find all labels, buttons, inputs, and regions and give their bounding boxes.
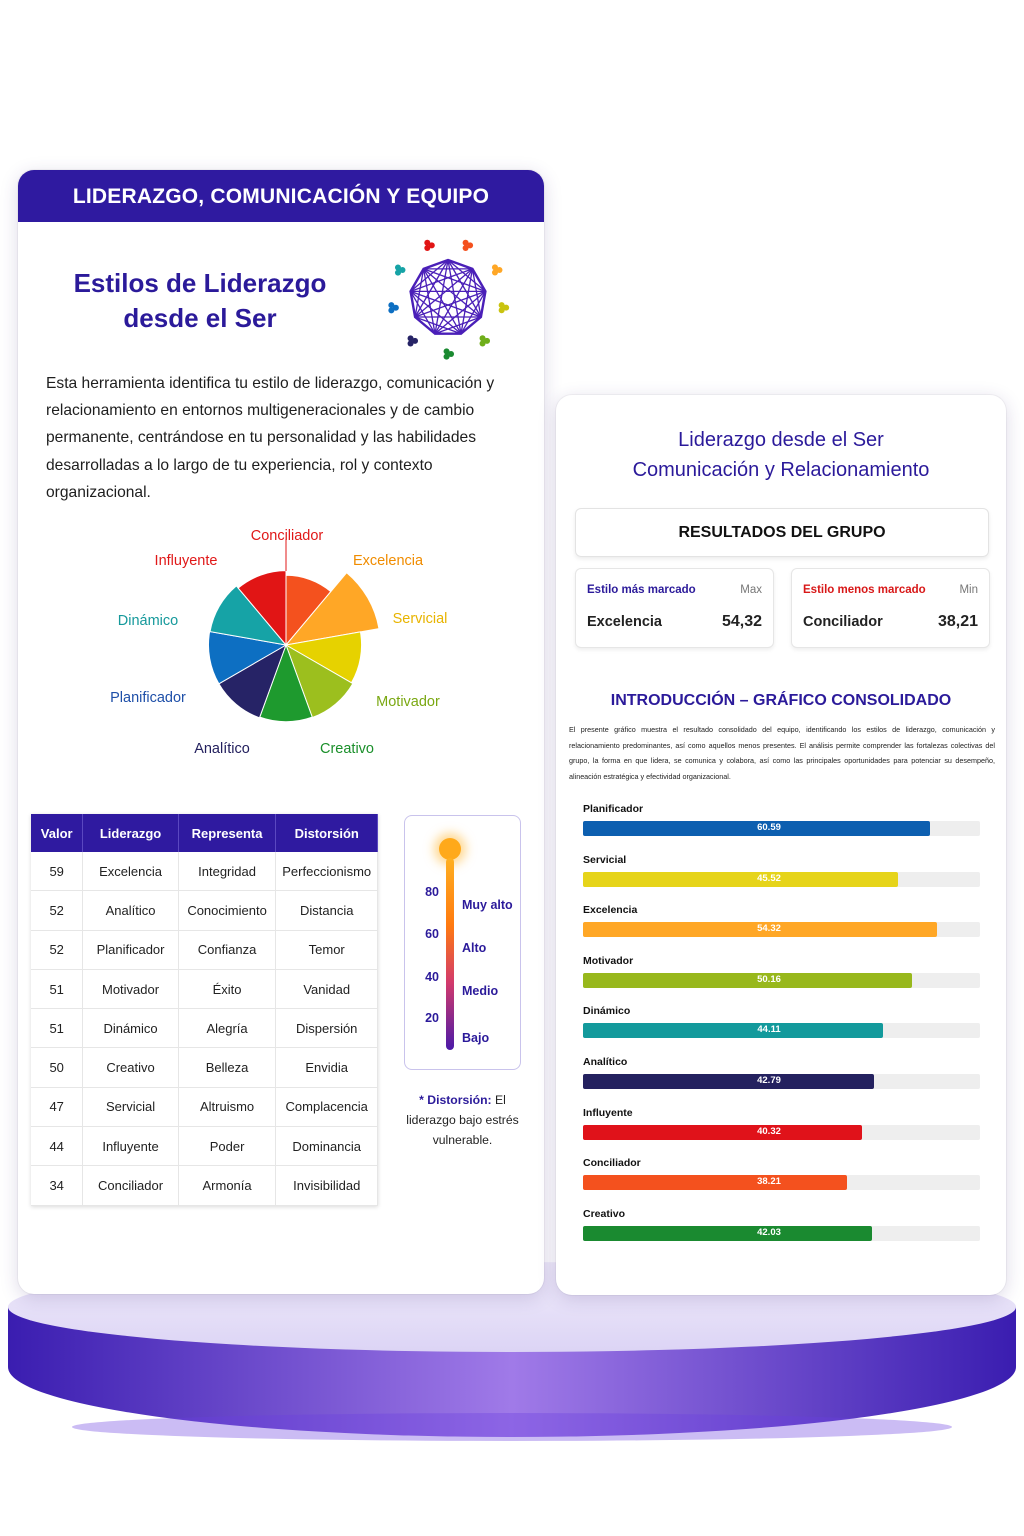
title-line-1: Estilos de Liderazgo bbox=[73, 268, 327, 298]
scale-80: 80 bbox=[425, 885, 439, 899]
level-bajo: Bajo bbox=[462, 1031, 490, 1045]
least-style-value: 38,21 bbox=[937, 613, 978, 630]
cell-distorsion: Distancia bbox=[276, 891, 378, 930]
leadership-pie-chart bbox=[18, 510, 544, 770]
cell-valor: 47 bbox=[31, 1087, 83, 1126]
tool-description: Esta herramienta identifica tu estilo de liderazgo, comunicación y relacionamiento en entornos multigeneracionales y de cambio permanente, centrándose en tu personalidad y las habilidades desarrolladas a lo largo de tu experiencia, rol y contexto organizacional. bbox=[46, 375, 495, 501]
least-style-name: Conciliador bbox=[803, 614, 883, 630]
note-text: El liderazgo bajo estrés vulnerable. bbox=[406, 1093, 519, 1147]
results-title bbox=[556, 425, 1006, 485]
cell-liderazgo: Influyente bbox=[83, 1127, 178, 1166]
table-row bbox=[31, 891, 378, 930]
cell-valor: 51 bbox=[31, 969, 83, 1008]
level-alto: Alto bbox=[462, 941, 487, 955]
group-results-card bbox=[556, 395, 1006, 1295]
cell-valor: 51 bbox=[31, 1009, 83, 1048]
col-representa: Representa bbox=[178, 814, 276, 852]
results-title-line-2: Comunicación y Relacionamiento bbox=[632, 459, 930, 481]
table-row bbox=[31, 852, 378, 891]
bar-value: 44.11 bbox=[757, 1024, 781, 1036]
bar-value: 40.32 bbox=[757, 1125, 781, 1137]
cell-liderazgo: Conciliador bbox=[83, 1166, 178, 1205]
pie-label-servicial: Servicial bbox=[392, 611, 448, 627]
most-style-name: Excelencia bbox=[587, 614, 662, 630]
bar-row bbox=[583, 1056, 980, 1106]
bar-value: 45.52 bbox=[757, 872, 781, 884]
pie-label-motivador: Motivador bbox=[376, 694, 440, 710]
intro-text: El presente gráfico muestra el resultado consolidado del equipo, identificando los estilos de liderazgo, comunicación y relacionamiento predominantes, así como aquellos menos presentes. El análisis permite comprender las fortalezas colectivas del grupo, la forma en que lidera, se comunica y colabora, así como las principales oportunidades para potenciar su desempeño, alineación estratégica y efectividad organizacional. bbox=[569, 725, 995, 781]
cell-representa: Belleza bbox=[178, 1048, 276, 1087]
bar-row bbox=[583, 1208, 980, 1258]
table-row bbox=[31, 1166, 378, 1205]
bar-row bbox=[583, 854, 980, 904]
bar-label: Servicial bbox=[583, 853, 627, 866]
cell-distorsion: Vanidad bbox=[276, 969, 378, 1008]
cell-distorsion: Invisibilidad bbox=[276, 1166, 378, 1205]
title-line-2: desde el Ser bbox=[123, 303, 277, 333]
bar-row bbox=[583, 904, 980, 954]
group-results-heading: RESULTADOS DEL GRUPO bbox=[575, 508, 989, 557]
bar-value: 42.79 bbox=[757, 1075, 781, 1086]
bar-label: Dinámico bbox=[583, 1005, 631, 1018]
bar-row bbox=[583, 1157, 980, 1207]
cell-liderazgo: Servicial bbox=[83, 1087, 178, 1126]
col-liderazgo: Liderazgo bbox=[83, 814, 178, 852]
bar-label: Influyente bbox=[583, 1106, 633, 1119]
cell-representa: Poder bbox=[178, 1127, 276, 1166]
cell-distorsion: Dominancia bbox=[276, 1127, 378, 1166]
table-row bbox=[31, 1009, 378, 1048]
bar-row bbox=[583, 1107, 980, 1157]
cell-liderazgo: Dinámico bbox=[83, 1009, 178, 1048]
bar-value: 38.21 bbox=[757, 1176, 781, 1188]
cell-representa: Integridad bbox=[178, 852, 276, 891]
cell-liderazgo: Excelencia bbox=[83, 852, 178, 891]
note-label: * Distorsión: bbox=[419, 1093, 492, 1107]
bar-row bbox=[583, 803, 980, 853]
thermometer-tube bbox=[446, 858, 454, 1050]
scale-40: 40 bbox=[425, 970, 439, 984]
cell-representa: Conocimiento bbox=[178, 891, 276, 930]
cell-valor: 52 bbox=[31, 930, 83, 969]
most-label: Estilo más marcado bbox=[587, 584, 696, 596]
leadership-card bbox=[18, 170, 544, 1294]
leadership-table bbox=[31, 814, 378, 1206]
intro-title: INTRODUCCIÓN – GRÁFICO CONSOLIDADO bbox=[610, 692, 952, 709]
cell-liderazgo: Analítico bbox=[83, 891, 178, 930]
cell-valor: 50 bbox=[31, 1048, 83, 1087]
bar-row bbox=[583, 955, 980, 1005]
table-header-row bbox=[31, 814, 378, 852]
bar-label: Motivador bbox=[583, 954, 634, 967]
pie-label-excelencia: Excelencia bbox=[352, 553, 424, 569]
cell-distorsion: Envidia bbox=[276, 1048, 378, 1087]
pie-label-dinámico: Dinámico bbox=[117, 613, 179, 629]
bar-value: 42.03 bbox=[757, 1226, 781, 1238]
bar-label: Conciliador bbox=[583, 1157, 641, 1170]
most-marked-style-card bbox=[575, 568, 774, 648]
bar-label: Creativo bbox=[583, 1207, 626, 1220]
cell-distorsion: Dispersión bbox=[276, 1009, 378, 1048]
cell-representa: Altruismo bbox=[178, 1087, 276, 1126]
cell-distorsion: Perfeccionismo bbox=[276, 852, 378, 891]
cell-valor: 34 bbox=[31, 1166, 83, 1205]
pie-label-planificador: Planificador bbox=[110, 690, 186, 706]
cell-valor: 52 bbox=[31, 891, 83, 930]
thermometer-scale bbox=[404, 815, 521, 1070]
max-tag: Max bbox=[740, 584, 762, 596]
bar-label: Planificador bbox=[583, 803, 644, 815]
cell-representa: Alegría bbox=[178, 1009, 276, 1048]
table-row bbox=[31, 930, 378, 969]
cell-liderazgo: Planificador bbox=[83, 930, 178, 969]
table-row bbox=[31, 1127, 378, 1166]
cell-representa: Armonía bbox=[178, 1166, 276, 1205]
level-medio: Medio bbox=[462, 984, 499, 998]
distortion-note bbox=[400, 1090, 525, 1150]
cell-distorsion: Complacencia bbox=[276, 1087, 378, 1126]
bar-row bbox=[583, 1005, 980, 1055]
bar-label: Analítico bbox=[583, 1056, 628, 1068]
bar-value: 54.32 bbox=[757, 923, 781, 935]
pie-label-creativo: Creativo bbox=[320, 741, 374, 757]
cell-representa: Confianza bbox=[178, 930, 276, 969]
card-header: LIDERAZGO, COMUNICACIÓN Y EQUIPO bbox=[18, 170, 544, 222]
bar-value: 60.59 bbox=[757, 822, 781, 833]
cell-distorsion: Temor bbox=[276, 930, 378, 969]
scale-20: 20 bbox=[425, 1011, 439, 1025]
table-row bbox=[31, 1048, 378, 1087]
bar-label: Excelencia bbox=[583, 904, 638, 917]
card-title bbox=[58, 266, 342, 336]
level-muy-alto: Muy alto bbox=[462, 898, 513, 912]
pie-label-analítico: Analítico bbox=[194, 741, 250, 757]
cell-valor: 44 bbox=[31, 1127, 83, 1166]
scale-60: 60 bbox=[425, 927, 439, 941]
pie-label-conciliador: Conciliador bbox=[250, 528, 324, 544]
col-distorsion: Distorsión bbox=[276, 814, 378, 852]
pie-label-influyente: Influyente bbox=[154, 553, 218, 569]
cell-representa: Éxito bbox=[178, 969, 276, 1008]
min-tag: Min bbox=[959, 584, 978, 596]
table-row bbox=[31, 969, 378, 1008]
thermometer-bulb bbox=[439, 838, 461, 860]
cell-liderazgo: Motivador bbox=[83, 969, 178, 1008]
col-valor: Valor bbox=[31, 814, 83, 852]
nine-point-star-logo-icon bbox=[386, 234, 510, 362]
cell-liderazgo: Creativo bbox=[83, 1048, 178, 1087]
results-title-line-1: Liderazgo desde el Ser bbox=[678, 429, 884, 451]
cell-valor: 59 bbox=[31, 852, 83, 891]
bar-value: 50.16 bbox=[757, 973, 781, 985]
least-label: Estilo menos marcado bbox=[803, 584, 926, 596]
most-style-value: 54,32 bbox=[721, 613, 762, 630]
table-row bbox=[31, 1087, 378, 1126]
least-marked-style-card bbox=[791, 568, 990, 648]
